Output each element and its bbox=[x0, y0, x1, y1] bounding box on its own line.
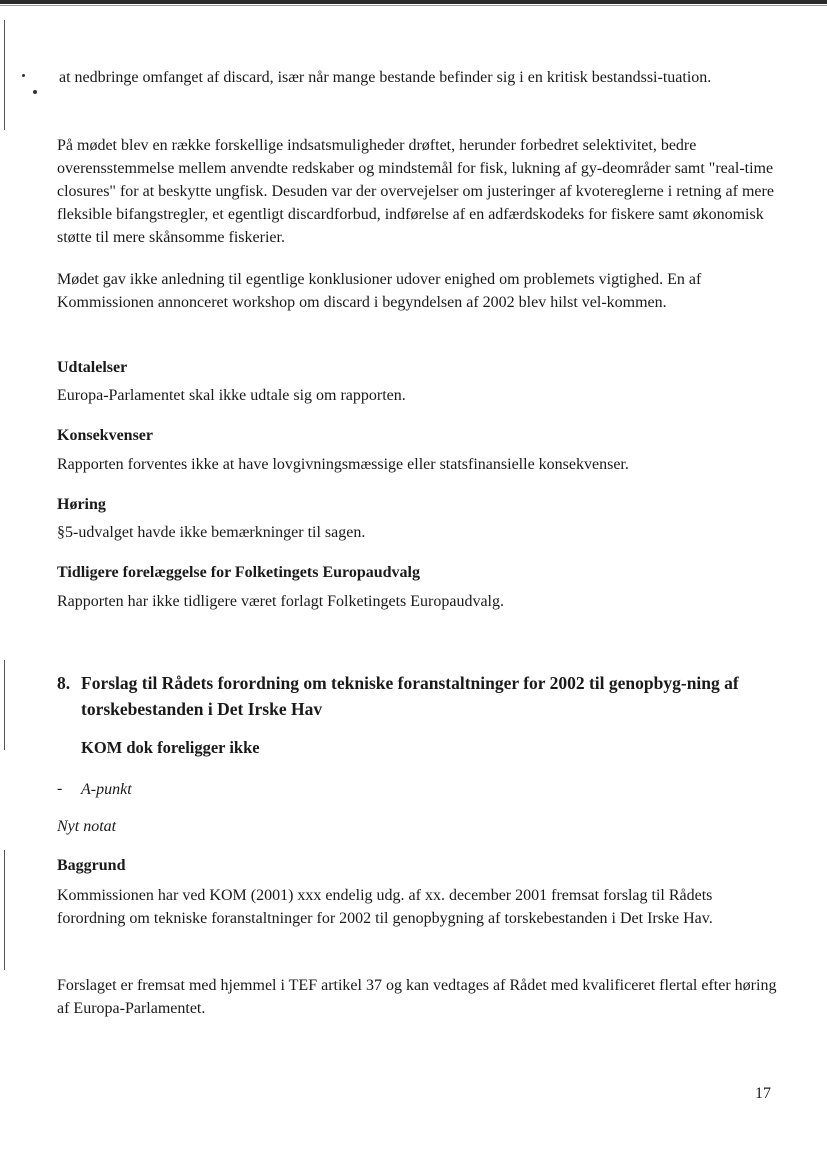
intro-paragraph: at nedbringe omfanget af discard, især når mange bestande befinder sig i en kritisk bestandssi-tuation. bbox=[59, 69, 712, 86]
heading-horing: Høring bbox=[57, 496, 106, 513]
text-tidligere-forelaeggelse: Rapporten har ikke tidligere været forlagt Folketingets Europaudvalg. bbox=[57, 593, 504, 610]
item-number: 8. bbox=[57, 673, 71, 693]
scan-speck bbox=[22, 74, 25, 77]
text-baggrund: Kommissionen har ved KOM (2001) xxx endelig udg. af xx. december 2001 fremsat forslag til Rådets forordning om tekniske foranstaltninger for 2002 til genopbygning af torskebestanden i Det Irske Hav. bbox=[57, 887, 713, 927]
text-udtalelser: Europa-Parlamentet skal ikke udtale sig om rapporten. bbox=[57, 387, 406, 404]
scan-margin-line bbox=[4, 660, 5, 750]
heading-konsekvenser: Konsekvenser bbox=[57, 427, 153, 444]
heading-baggrund: Baggrund bbox=[57, 857, 126, 874]
page-number: 17 bbox=[755, 1085, 771, 1102]
conclusion-paragraph: Mødet gav ikke anledning til egentlige konklusioner udover enighed om problemets vigtighed. En af Kommissionen annonceret workshop om discard i begyndelsen af 2002 blev hilst vel-kommen. bbox=[57, 271, 702, 311]
a-punkt-label: A-punkt bbox=[81, 781, 132, 798]
text-horing: §5-udvalget havde ikke bemærkninger til sagen. bbox=[57, 524, 366, 541]
kom-dok-status: KOM dok foreligger ikke bbox=[81, 738, 260, 757]
top-scan-edge bbox=[0, 0, 827, 4]
text-konsekvenser: Rapporten forventes ikke at have lovgivningsmæssige eller statsfinansielle konsekvenser. bbox=[57, 456, 629, 473]
scan-margin-line bbox=[4, 850, 5, 970]
item-title: Forslag til Rådets forordning om tekniske foranstaltninger for 2002 til genopbyg-ning af torskebestanden i Det Irske Hav bbox=[81, 673, 739, 719]
top-scan-edge-thin bbox=[0, 5, 827, 6]
text-hjemmel: Forslaget er fremsat med hjemmel i TEF artikel 37 og kan vedtages af Rådet med kvalificeret flertal efter høring af Europa-Parlamentet. bbox=[57, 977, 777, 1017]
scan-margin-line bbox=[4, 20, 5, 130]
nyt-notat-label: Nyt notat bbox=[57, 818, 117, 835]
meeting-paragraph: På mødet blev en række forskellige indsatsmuligheder drøftet, herunder forbedret selektivitet, bedre overensstemmelse mellem anvendte redskaber og mindstemål for fisk, lukning af gy-deområder samt "real-time closures" for at beskytte ungfisk. Desuden var der overvejelser om justeringer af kvotereglerne i retning af mere fleksible bifangstregler, et egentligt discardforbud, indførelse af en adfærdskodeks for fiskere samt økonomisk støtte til mere skånsomme fiskerier. bbox=[57, 137, 774, 246]
scan-speck bbox=[33, 90, 37, 94]
heading-udtalelser: Udtalelser bbox=[57, 359, 128, 376]
heading-tidligere-forelaeggelse: Tidligere forelæggelse for Folketingets Europaudvalg bbox=[57, 564, 420, 581]
list-dash: - bbox=[57, 780, 63, 797]
